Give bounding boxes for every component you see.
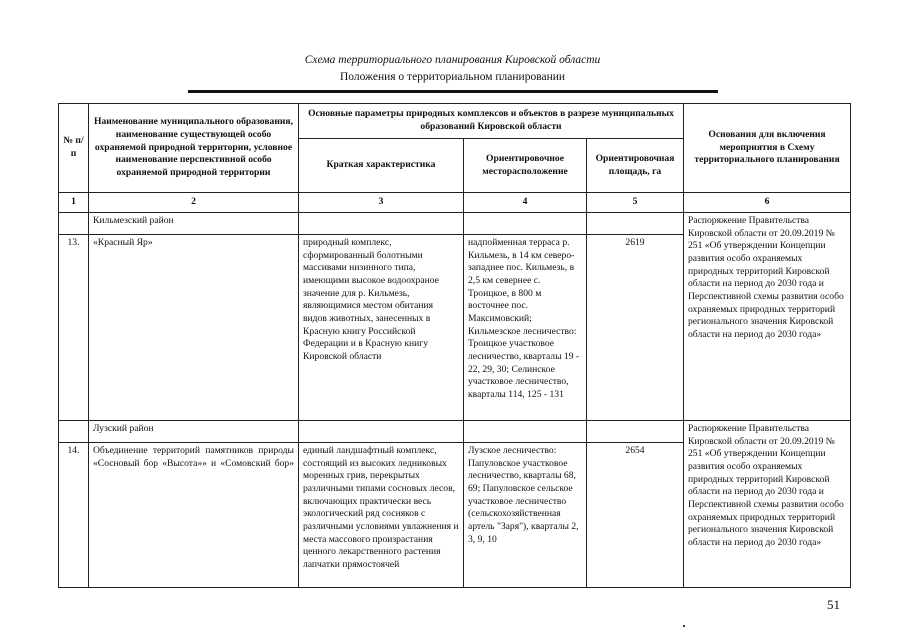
row-name: Объединение территорий памятников природы «Сосновый бор «Высота»» и «Сомовский бор» bbox=[89, 443, 299, 588]
row-area: 2619 bbox=[587, 235, 684, 421]
header-area: Ориентировочная площадь, га bbox=[587, 139, 684, 193]
col-number: 5 bbox=[587, 193, 684, 213]
row-location: надпойменная терраса р. Кильмезь, в 14 км северо-западнее пос. Кильмезь, в 2,5 км севернее с. Троицкое, в 800 м восточнее пос. Максимовский; Кильмезское лесничество: Троицкое участковое лесничество, кварталы 19 - 22, 29, 30; Селинское участковое лесничество, кварталы 114, 125 - 131 bbox=[464, 235, 587, 421]
district-name: Кильмезский район bbox=[89, 213, 299, 235]
header-divider bbox=[188, 90, 718, 93]
planning-table bbox=[58, 103, 851, 588]
row-location: Лузское лесничество: Папуловское участковое лесничество, кварталы 68, 69; Папуловское сельское участковое лесничество (сельскохозяйственная артель "Заря"), кварталы 2, 3, 9, 10 bbox=[464, 443, 587, 588]
row-number: 13. bbox=[59, 235, 89, 421]
basis-text: Распоряжение Правительства Кировской области от 20.09.2019 № 251 «Об утверждении Концепции развития особо охраняемых природных территорий Кировской области на период до 2030 года и Перспективной схемы развития особо охраняемых природных территорий регионального значения Кировской области на период до 2030 года» bbox=[684, 213, 851, 421]
header-num: № п/п bbox=[59, 104, 89, 193]
row-name: «Красный Яр» bbox=[89, 235, 299, 421]
col-number: 2 bbox=[89, 193, 299, 213]
header-brief: Краткая характеристика bbox=[299, 139, 464, 193]
row-brief: единый ландшафтный комплекс, состоящий из высоких ледниковых моренных грив, перекрытых различными типами сосновых лесов, включающих практически весь экологический ряд сосняков с различными условиями увлажнения и места массового произрастания ценного лекарственного растения лапчатки прямостоячей bbox=[299, 443, 464, 588]
header-basis: Основания для включения мероприятия в Схему территориального планирования bbox=[684, 104, 851, 193]
district-name: Лузский район bbox=[89, 421, 299, 443]
district-row bbox=[59, 421, 851, 443]
row-number: 14. bbox=[59, 443, 89, 588]
col-number: 4 bbox=[464, 193, 587, 213]
column-number-row bbox=[59, 193, 851, 213]
col-number: 1 bbox=[59, 193, 89, 213]
scan-speck bbox=[683, 625, 685, 627]
header-location: Ориентировочное месторасположение bbox=[464, 139, 587, 193]
basis-text: Распоряжение Правительства Кировской области от 20.09.2019 № 251 «Об утверждении Концепции развития особо охраняемых природных территорий Кировской области на период до 2030 года и Перспективной схемы развития особо охраняемых природных территорий регионального значения Кировской области на период до 2030 года» bbox=[684, 421, 851, 588]
document-subtitle: Положения о территориальном планировании bbox=[339, 71, 566, 83]
document-title: Схема территориального планирования Кировской области bbox=[304, 54, 601, 66]
page-number: 51 bbox=[827, 597, 840, 612]
header-params: Основные параметры природных комплексов и объектов в разрезе муниципальных образований Кировской области bbox=[299, 104, 684, 139]
row-area: 2654 bbox=[587, 443, 684, 588]
col-number: 6 bbox=[684, 193, 851, 213]
district-row bbox=[59, 213, 851, 235]
col-number: 3 bbox=[299, 193, 464, 213]
row-brief: природный комплекс, сформированный болотными массивами низинного типа, имеющими высокое водоохраное значение для р. Кильмезь, являющимися местом обитания видов животных, занесенных в Красную книгу Российской Федерации и в Красную книгу Кировской области bbox=[299, 235, 464, 421]
header-name: Наименование муниципального образования, наименование существующей особо охраняемой природной территории, условное наименование перспективной особо охраняемой природной территории bbox=[89, 104, 299, 193]
